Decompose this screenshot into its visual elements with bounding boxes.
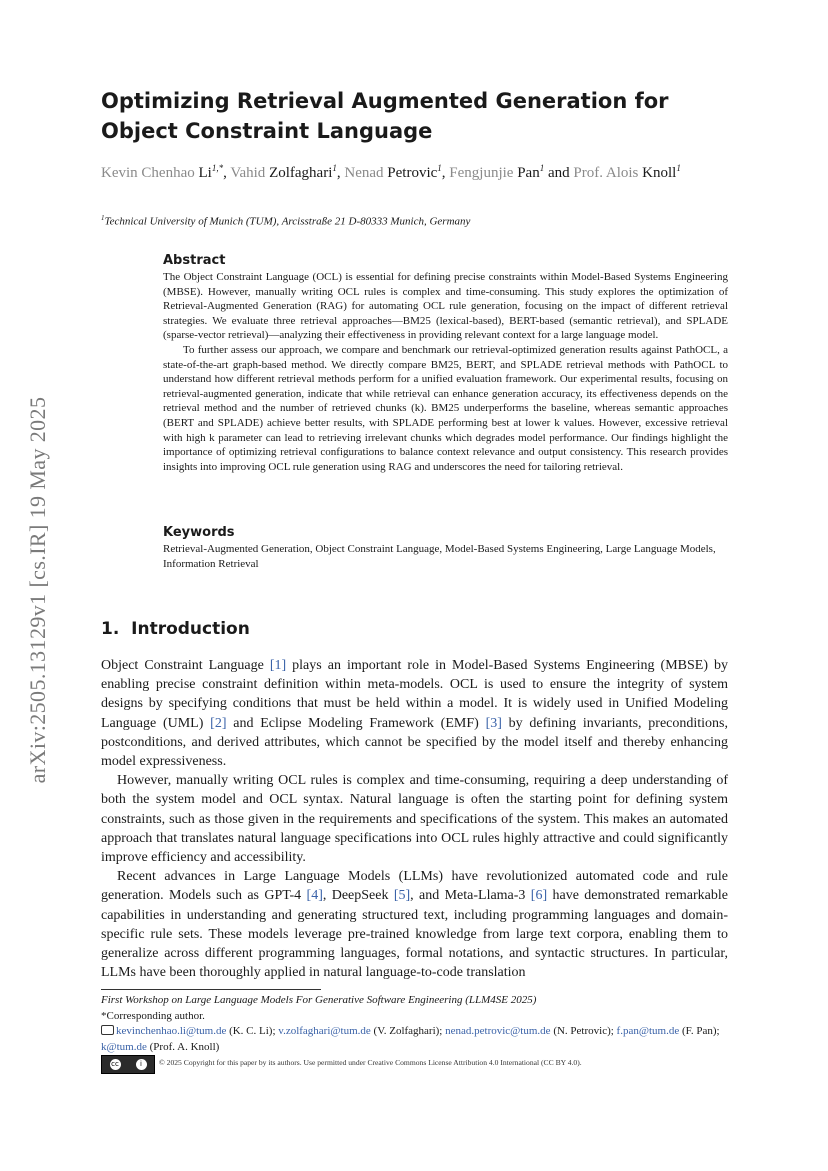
attribution-icon: i [136,1059,147,1070]
author-last-name: Knoll [642,165,677,181]
citation-link[interactable]: [6] [530,888,548,904]
paper-title: Optimizing Retrieval Augmented Generation for Object Constraint Language [101,89,669,143]
citation-link[interactable]: [3] [485,715,502,731]
author-last-name: Li [198,165,212,181]
license-text: © 2025 Copyright for this paper by its authors. Use permitted under Creative Commons License Attribution 4.0 International (CC BY 4.0). [159,1058,582,1067]
body-text-run: Object Constraint Language [101,658,270,673]
body-paragraph [101,771,728,867]
email-link[interactable]: k@tum.de [101,1040,147,1053]
body-text-run: However, manually writing OCL rules is complex and time-consuming, requiring a deep understanding of both the system model and OCL syntax. Natural language is often the starting point for defining system constraints, such as those given in the requirements and specifications of the system. This makes an automated approach that translates natural language specifications into OCL rules highly attractive and could significantly improve efficiency and accessibility. [101,773,728,866]
citation-link[interactable]: [5] [393,888,411,904]
cc-by-badge-icon [101,1055,155,1074]
author-last-name: Pan [517,165,540,181]
footnote-rule [101,989,321,990]
email-link[interactable]: nenad.petrovic@tum.de [445,1025,551,1037]
author-separator: , [223,165,231,181]
affiliation-marker: 1 [101,214,105,222]
keywords-text: Retrieval-Augmented Generation, Object Constraint Language, Model-Based Systems Engineering, Large Language Models, Information Retrieval [163,543,716,570]
footnotes [101,993,728,1055]
author-last-name: Petrovic [387,165,438,181]
affiliation [101,214,741,228]
author-affiliation-marker: 1 [332,163,337,173]
contact-name: (F. Pan); [679,1025,720,1037]
body-text-run: by defining invariants, preconditions, postconditions, and derived attributes, which cannot be specified by the model itself and thereby enhancing model expressiveness. [101,715,728,770]
author-first-name: Nenad [344,165,388,181]
body-text-run: and Eclipse Modeling Framework (EMF) [226,715,486,731]
email-link[interactable]: f.pan@tum.de [616,1025,680,1037]
affiliation-text: Technical University of Munich (TUM), Arcisstraße 21 D-80333 Munich, Germany [104,215,471,228]
email-link[interactable]: v.zolfaghari@tum.de [278,1025,371,1037]
cc-icon: cc [111,1060,119,1068]
mail-icon [101,1025,114,1035]
contact-name: (Prof. A. Knoll) [146,1040,220,1053]
author-affiliation-marker: 1 [539,163,545,173]
corresponding-note: *Corresponding author. [101,1009,205,1022]
body-text-run: Recent advances in Large Language Models (LLMs) have revolutionized automated code and rule generation. Models such as GPT-4 [101,869,728,904]
keywords-section [163,525,728,571]
introduction-body [101,656,728,982]
author-affiliation-marker: 1,* [211,163,224,173]
keywords-heading: Keywords [163,525,235,540]
author-first-name: Fengjunjie [449,165,518,181]
author-separator: , [441,165,450,181]
workshop-note: First Workshop on Large Language Models For Generative Software Engineering (LLM4SE 2025) [101,994,537,1006]
abstract-section [163,253,728,474]
abstract-paragraph: The Object Constraint Language (OCL) is essential for defining precise constraints within Model-Based Systems Engineering (MBSE). However, manually writing OCL rules is complex and time-consuming. This study explores the optimization of Retrieval-Augmented Generation (RAG) for automating OCL rule generation, focusing on the impact of different retrieval strategies. We evaluate three retrieval approaches—BM25 (lexical-based), BERT-based (semantic retrieval), and SPLADE (sparse-vector retrieval)—analyzing their effectiveness in providing relevant context for a large language model. [163,271,728,342]
body-paragraph [101,656,728,771]
abstract-heading: Abstract [163,253,226,268]
contact-name: (V. Zolfaghari); [370,1025,446,1037]
section-title: Introduction [131,619,250,639]
author-affiliation-marker: 1 [437,163,442,173]
body-text-run: , DeepSeek [322,888,394,904]
author-first-name: Vahid [230,165,270,181]
author-first-name: Prof. Alois [573,165,643,181]
arxiv-id-text: arXiv:2505.13129v1 [cs.IR] 19 May 2025 [25,396,50,784]
body-paragraph [101,867,728,982]
section-number: 1. [101,619,120,639]
arxiv-watermark [18,345,58,835]
section-heading-introduction [101,619,250,639]
body-text-run: plays an important role in Model-Based Systems Engineering (MBSE) by enabling precise constraint definition within meta-models. OCL is used to ensure the integrity of system designs by specifying conditions that must be held within a model. It is widely used in Unified Modeling Language (UML) [101,658,728,731]
author-last-name: Zolfaghari [269,165,333,181]
author-affiliation-marker: 1 [676,163,681,173]
citation-link[interactable]: [1] [269,658,287,673]
citation-link[interactable]: [2] [210,715,227,731]
author-list [101,158,741,183]
author-first-name: Kevin Chenhao [101,165,199,181]
contact-name: (K. C. Li); [226,1025,279,1037]
body-text-run: have demonstrated remarkable capabilities in understanding and generating structured text, including programming languages and domain-specific rule sets. These models leverage pre-trained knowledge from large text corpora, enabling them to generalize across different programming languages, formal notations, and syntactic structures. In particular, LLMs have been thoroughly applied in natural language-to-code translation [101,888,729,981]
author-separator: , [336,165,345,181]
body-text-run: , and Meta-Llama-3 [410,888,531,904]
author-separator: and [544,165,574,181]
citation-link[interactable]: [4] [306,888,323,904]
license-row [101,1055,728,1073]
email-link[interactable]: kevinchenhao.li@tum.de [116,1025,227,1037]
contact-name: (N. Petrovic); [550,1025,617,1037]
abstract-paragraph: To further assess our approach, we compare and benchmark our retrieval-optimized generation results against PathOCL, a state-of-the-art graph-based method. We directly compare BM25, BERT, and SPLADE retrieval methods with PathOCL to understand how different retrieval methods perform for a unified evaluation framework. Our experimental results, focusing on retrieval-augmented generation, indicate that while retrieval can enhance generation accuracy, its effectiveness depends on the retrieval method and the number of retrieved chunks (k). BM25 underperforms the baseline, whereas semantic approaches (BERT and SPLADE) achieve better results, with SPLADE performing best at lower k values. However, excessive retrieval with high k parameter can lead to retrieving irrelevant chunks which degrades model performance. Our findings highlight the importance of optimizing retrieval configurations to balance context relevance and output consistency. This research provides insights into improving OCL rule generation using RAG and underscores the need for tailoring retrieval. [163,343,728,473]
contact-emails [101,1024,728,1055]
